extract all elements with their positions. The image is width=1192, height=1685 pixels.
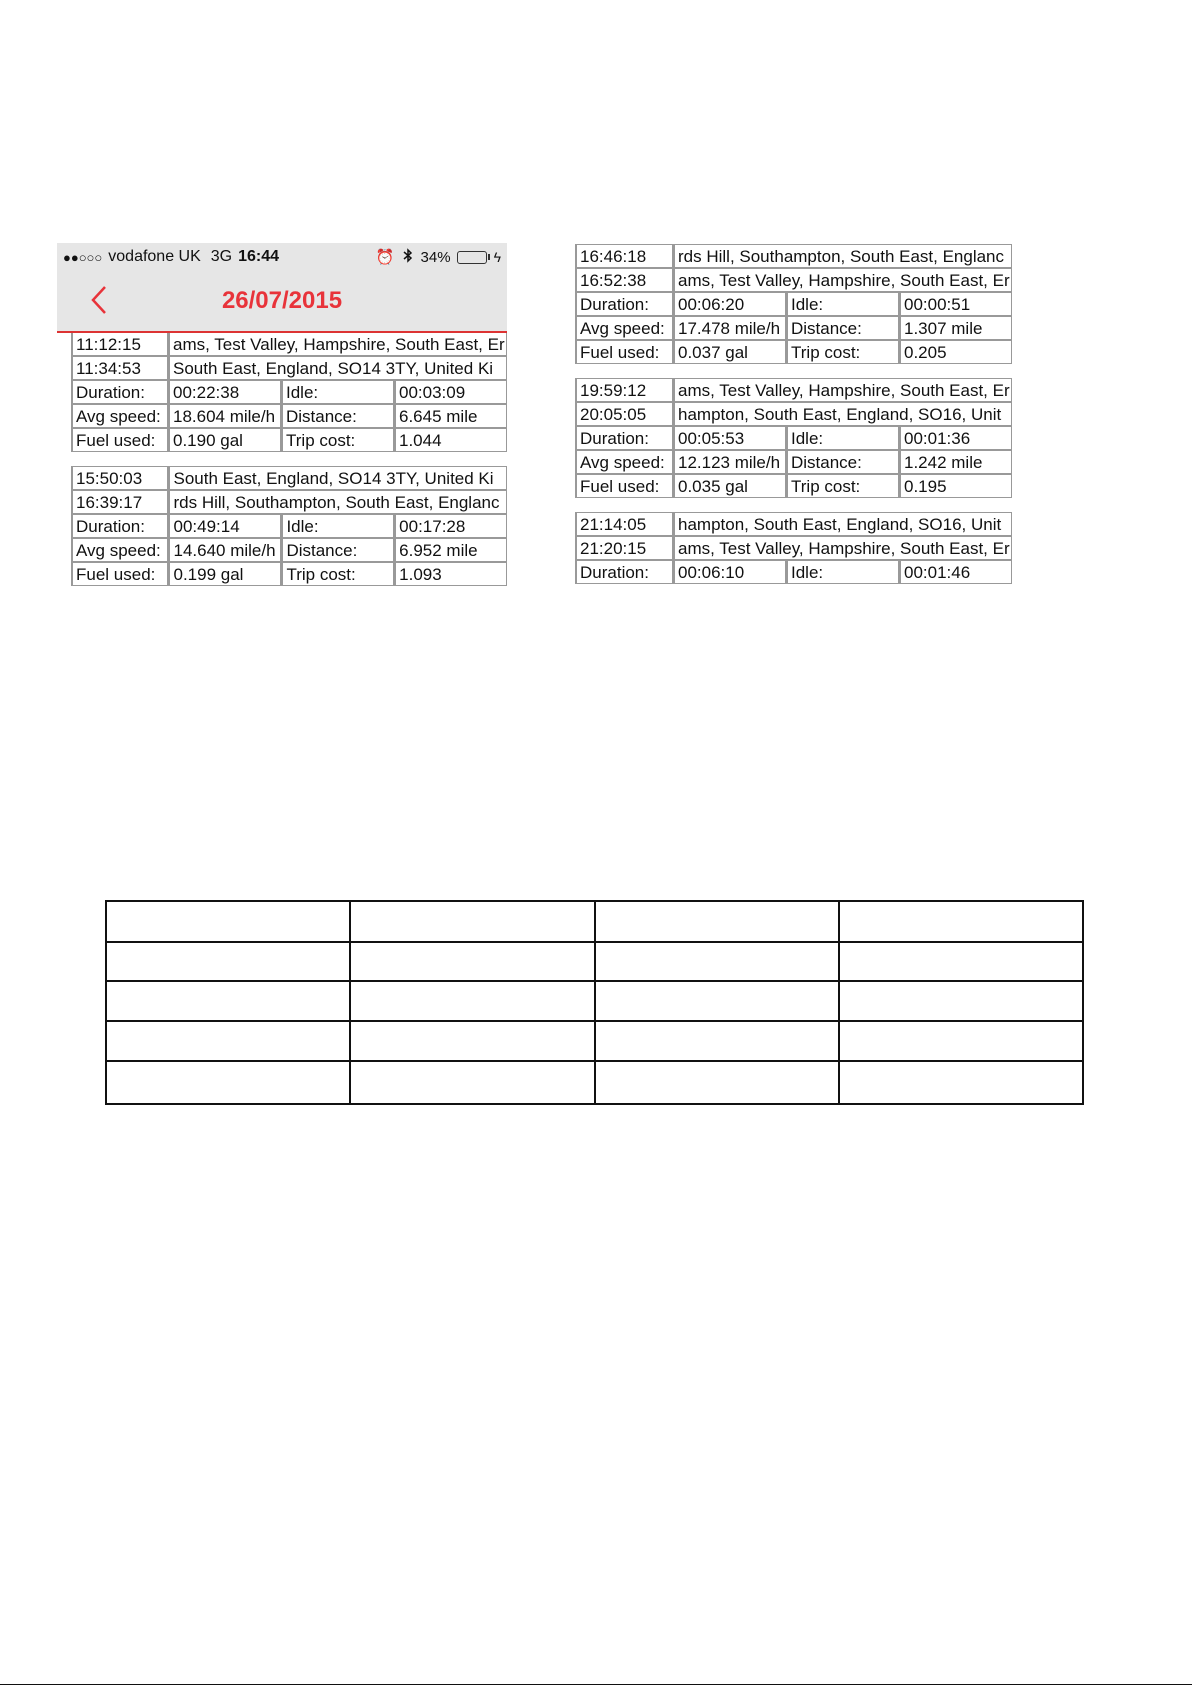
trip-address: [673, 536, 1012, 560]
trip-cell: 21:14:05: [575, 512, 673, 536]
trip-record[interactable]: [575, 244, 1023, 364]
table-cell: [839, 942, 1083, 981]
trip-cell: 16:39:17: [71, 490, 168, 514]
trip-cell: 1.093: [394, 562, 507, 586]
trip-cell: 00:05:53: [673, 426, 786, 450]
address-text: hampton, South East, England, SO16, Unit: [678, 404, 1002, 424]
trip-cell: Distance:: [786, 316, 899, 340]
trip-cell: Idle:: [786, 292, 899, 316]
trip-cell: 00:22:38: [168, 380, 281, 404]
trip-cell: Duration:: [575, 292, 673, 316]
trip-cell: 17.478 mile/h: [673, 316, 786, 340]
trip-cell: Idle:: [281, 514, 394, 538]
table-cell: [106, 1061, 350, 1104]
trip-cell: Idle:: [281, 380, 394, 404]
navigation-bar: [57, 271, 507, 333]
trip-cell: 00:49:14: [168, 514, 281, 538]
trip-cell: 0.205: [899, 340, 1012, 364]
trip-cell: Trip cost:: [281, 562, 394, 586]
trip-address: [673, 378, 1012, 402]
trip-cell: Fuel used:: [71, 562, 168, 586]
trip-cell: 6.645 mile: [394, 404, 507, 428]
right-phone-screenshot: [573, 244, 1023, 598]
address-text: ams, Test Valley, Hampshire, South East, Er: [678, 270, 1010, 290]
trip-cell: 16:46:18: [575, 244, 673, 268]
trip-cell: 11:34:53: [71, 356, 168, 380]
page-title: 26/07/2015: [221, 287, 343, 314]
trip-cell: Fuel used:: [575, 474, 673, 498]
trip-cell: 00:06:20: [673, 292, 786, 316]
trip-list: [57, 332, 507, 586]
trip-cell: 0.035 gal: [673, 474, 786, 498]
trip-cell: Idle:: [786, 560, 899, 584]
trip-cell: 0.190 gal: [168, 428, 281, 452]
table-cell: [350, 1021, 594, 1061]
trip-cell: 21:20:15: [575, 536, 673, 560]
table-cell: [350, 942, 594, 981]
trip-address: [168, 466, 507, 490]
trip-cell: 14.640 mile/h: [168, 538, 281, 562]
table-cell: [595, 1021, 839, 1061]
battery-percent: 34%: [420, 248, 451, 266]
trip-cell: 00:00:51: [899, 292, 1012, 316]
trip-cell: Distance:: [281, 404, 394, 428]
bluetooth-icon: [403, 248, 413, 267]
table-cell: [106, 1021, 350, 1061]
empty-table: [105, 900, 1084, 1105]
trip-cell: Avg speed:: [71, 538, 168, 562]
trip-cell: Trip cost:: [786, 340, 899, 364]
address-text: ams, Test Valley, Hampshire, South East, Er: [678, 380, 1010, 400]
trip-cell: 00:06:10: [673, 560, 786, 584]
trip-cell: 00:03:09: [394, 380, 507, 404]
trip-cell: 00:01:46: [899, 560, 1012, 584]
trip-cell: 0.199 gal: [168, 562, 281, 586]
table-cell: [595, 981, 839, 1021]
trip-address: [168, 332, 507, 356]
trip-cell: Duration:: [575, 560, 673, 584]
table-cell: [839, 1061, 1083, 1104]
trip-cell: Distance:: [786, 450, 899, 474]
trip-cell: Trip cost:: [786, 474, 899, 498]
trip-cell: Idle:: [786, 426, 899, 450]
trip-cell: 18.604 mile/h: [168, 404, 281, 428]
trip-address: [168, 490, 507, 514]
trip-record[interactable]: [71, 332, 507, 452]
table-cell: [595, 901, 839, 942]
trip-cell: Avg speed:: [575, 316, 673, 340]
trip-cell: Duration:: [71, 380, 168, 404]
left-phone-screenshot: [57, 243, 507, 600]
trip-cell: 1.307 mile: [899, 316, 1012, 340]
address-text: rds Hill, Southampton, South East, Englanc: [678, 246, 1005, 266]
table-cell: [350, 1061, 594, 1104]
trip-address: [673, 268, 1012, 292]
trip-cell: Duration:: [575, 426, 673, 450]
trip-address: [673, 512, 1012, 536]
status-bar: [57, 243, 507, 271]
trip-record[interactable]: [575, 378, 1023, 498]
trip-cell: 15:50:03: [71, 466, 168, 490]
trip-address: [673, 244, 1012, 268]
trip-cell: 0.195: [899, 474, 1012, 498]
table-cell: [595, 1061, 839, 1104]
table-cell: [839, 901, 1083, 942]
trip-address: [168, 356, 507, 380]
signal-strength-indicator: ●●○○○: [63, 249, 103, 265]
trip-cell: 0.037 gal: [673, 340, 786, 364]
address-text: rds Hill, Southampton, South East, Englanc: [173, 492, 500, 512]
trip-cell: 00:01:36: [899, 426, 1012, 450]
trip-cell: Trip cost:: [281, 428, 394, 452]
trip-cell: 1.242 mile: [899, 450, 1012, 474]
trip-list: [573, 244, 1023, 584]
table-cell: [839, 981, 1083, 1021]
trip-record[interactable]: [575, 512, 1023, 584]
trip-cell: 19:59:12: [575, 378, 673, 402]
address-text: South East, England, SO14 3TY, United Ki: [173, 358, 494, 378]
address-text: ams, Test Valley, Hampshire, South East, Er: [678, 538, 1010, 558]
table-cell: [350, 981, 594, 1021]
table-cell: [106, 901, 350, 942]
trip-cell: 11:12:15: [71, 332, 168, 356]
trip-cell: 16:52:38: [575, 268, 673, 292]
trip-address: [673, 402, 1012, 426]
table-cell: [839, 1021, 1083, 1061]
address-text: South East, England, SO14 3TY, United Ki: [173, 468, 494, 488]
table-cell: [595, 942, 839, 981]
table-cell: [106, 942, 350, 981]
table-cell: [350, 901, 594, 942]
trip-cell: Fuel used:: [71, 428, 168, 452]
status-time: 16:44: [238, 248, 280, 265]
trip-cell: Distance:: [281, 538, 394, 562]
trip-record[interactable]: [71, 466, 507, 586]
alarm-icon: ⏰: [375, 249, 395, 266]
trip-cell: Avg speed:: [71, 404, 168, 428]
carrier-name: vodafone UK: [108, 248, 201, 265]
trip-cell: Duration:: [71, 514, 168, 538]
network-type: 3G: [210, 248, 233, 265]
battery-icon: [457, 251, 490, 264]
table-cell: [106, 981, 350, 1021]
trip-cell: Fuel used:: [575, 340, 673, 364]
trip-cell: 00:17:28: [394, 514, 507, 538]
trip-cell: 20:05:05: [575, 402, 673, 426]
trip-cell: 6.952 mile: [394, 538, 507, 562]
address-text: ams, Test Valley, Hampshire, South East, Er: [173, 334, 505, 354]
trip-cell: 1.044: [394, 428, 507, 452]
trip-cell: 12.123 mile/h: [673, 450, 786, 474]
address-text: hampton, South East, England, SO16, Unit: [678, 514, 1002, 534]
charging-bolt-icon: ϟ: [493, 249, 501, 265]
trip-cell: Avg speed:: [575, 450, 673, 474]
